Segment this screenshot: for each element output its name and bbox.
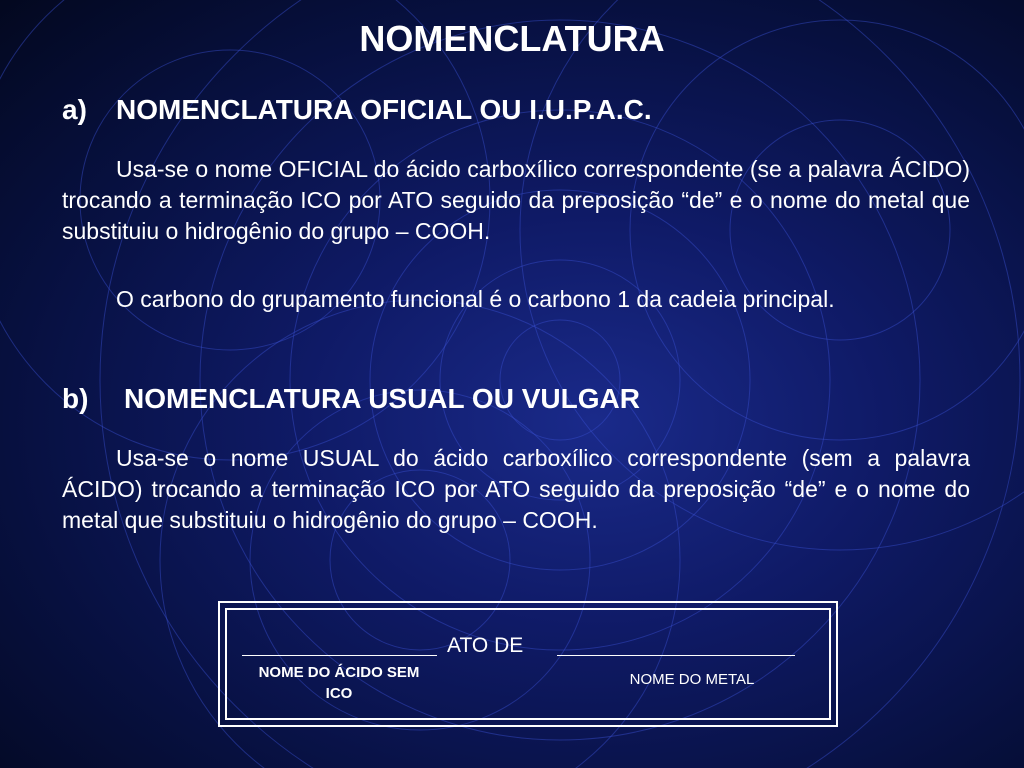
section-a-paragraph-1: Usa-se o nome OFICIAL do ácido carboxílico correspondente (se a palavra ÁCIDO) trocando a terminação ICO por ATO seguido da preposição “de” e o nome do metal que substituiu o hidrogênio do grupo – COOH. xyxy=(62,156,970,244)
formula-inner-frame xyxy=(225,608,831,720)
section-a-heading xyxy=(62,94,652,126)
acid-name-blank-line xyxy=(242,655,437,656)
section-a-paragraph-2: O carbono do grupamento funcional é o carbono 1 da cadeia principal. xyxy=(116,286,835,312)
acid-name-label: NOME DO ÁCIDO SEM ICO xyxy=(258,664,420,702)
metal-name-label: NOME DO METAL xyxy=(629,671,755,688)
metal-name-blank-line xyxy=(557,655,795,656)
section-a-marker: a) xyxy=(62,94,87,125)
formula-connector: ATO DE xyxy=(447,634,524,657)
section-b-heading-text: NOMENCLATURA USUAL OU VULGAR xyxy=(124,383,640,414)
section-b-marker: b) xyxy=(62,383,89,414)
section-b-paragraph-1: Usa-se o nome USUAL do ácido carboxílico correspondente (sem a palavra ÁCIDO) trocando a terminação ICO por ATO seguido da preposição “de” e o nome do metal que substituiu o hidrogênio do grupo – COOH. xyxy=(62,445,970,533)
slide-title: NOMENCLATURA xyxy=(359,18,665,59)
section-a-heading-text: NOMENCLATURA OFICIAL OU I.U.P.A.C. xyxy=(116,94,652,125)
section-b-heading xyxy=(62,383,640,415)
formula-box xyxy=(218,601,838,727)
